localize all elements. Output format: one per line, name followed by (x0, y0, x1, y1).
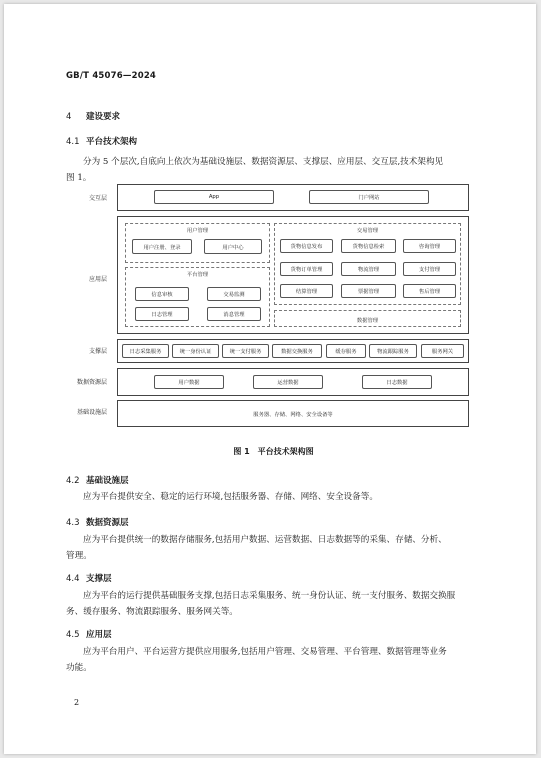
order-mgmt-box: 货物订单管理 (280, 262, 333, 276)
layer-label-data-resource: 数据资源层 (76, 379, 107, 386)
standard-code: GB/T 45076—2024 (66, 71, 157, 81)
trade-mgmt-title: 交易管理 (356, 228, 379, 234)
after-sales-box: 售后管理 (403, 284, 456, 298)
section-title: 基础设施层 (86, 476, 129, 486)
data-exchange-box: 数据交换服务 (272, 344, 322, 358)
paragraph-line: 应为平台提供统一的数据存储服务,包括用户数据、运营数据、日志数据等的采集、存储、分析、 (83, 535, 447, 545)
user-mgmt-title: 用户管理 (186, 228, 209, 234)
logistics-tracking-box: 物流跟踪服务 (369, 344, 417, 358)
goods-search-box: 货物信息检索 (341, 239, 396, 253)
unified-payment-box: 统一支付服务 (222, 344, 269, 358)
section-4-1-heading (66, 135, 137, 147)
paragraph-line: 应为平台用户、平台运营方提供应用服务,包括用户管理、交易管理、平台管理、数据管理等业务 (83, 647, 447, 657)
section-4-5-heading (66, 628, 112, 640)
logistics-mgmt-box: 物流管理 (341, 262, 396, 276)
section-title: 数据资源层 (86, 518, 129, 528)
section-title: 平台技术架构 (86, 137, 138, 147)
section-4-heading (66, 110, 120, 122)
paragraph-line: 务、缓存服务、物流跟踪服务、服务网关等。 (66, 606, 238, 617)
section-title: 建设要求 (86, 112, 121, 122)
platform-mgmt-title: 平台管理 (186, 272, 209, 278)
page-number: 2 (74, 698, 80, 707)
user-center-box: 用户中心 (204, 239, 262, 254)
user-register-box: 用户注册、登录 (132, 239, 192, 254)
layer-label-support: 支撑层 (88, 348, 107, 355)
log-collect-service-box: 日志采集服务 (122, 344, 169, 358)
message-mgmt-box: 消息管理 (207, 307, 261, 321)
paragraph-line: 应为平台的运行提供基础服务支撑,包括日志采集服务、统一身份认证、统一支付服务、数据交换服 (83, 591, 456, 601)
section-number: 4.3 (66, 518, 80, 528)
settlement-mgmt-box: 结算管理 (280, 284, 333, 298)
trade-monitor-box: 交易监测 (207, 287, 261, 301)
section-4-2-heading (66, 474, 129, 486)
section-number: 4 (66, 112, 72, 122)
document-page (4, 4, 536, 754)
goods-publish-box: 货物信息发布 (280, 239, 333, 253)
portal-box: 门户网站 (309, 190, 429, 204)
paragraph-line: 管理。 (66, 550, 92, 561)
section-title: 支撑层 (86, 574, 112, 584)
paragraph-line: 应为平台提供安全、稳定的运行环境,包括服务器、存储、网络、安全设备等。 (83, 492, 378, 502)
payment-mgmt-box: 支付管理 (403, 262, 456, 276)
paragraph-line: 功能。 (66, 662, 92, 673)
app-box: App (154, 190, 274, 204)
section-4-3-paragraph (66, 533, 481, 564)
layer-label-interaction: 交互层 (88, 195, 107, 202)
service-gateway-box: 服务网关 (421, 344, 464, 358)
section-4-2-paragraph (66, 490, 481, 506)
layer-label-infrastructure: 基础设施层 (76, 409, 107, 416)
paragraph-line: 分为 5 个层次,自底向上依次为基础设施层、数据资源层、支撑层、应用层、交互层,技术架构见 (83, 157, 444, 167)
figure-caption: 图 1 平台技术架构图 (233, 447, 314, 456)
data-mgmt-title: 数据管理 (356, 318, 379, 324)
infrastructure-text: 服务器、存储、网络、安全设备等 (253, 412, 333, 418)
paragraph-line: 图 1。 (66, 172, 92, 183)
log-data-box: 日志数据 (362, 375, 432, 389)
cache-service-box: 缓存服务 (326, 344, 366, 358)
section-title: 应用层 (86, 630, 112, 640)
section-4-4-heading (66, 572, 112, 584)
section-4-3-heading (66, 516, 129, 528)
log-mgmt-box: 日志管理 (135, 307, 189, 321)
section-4-5-paragraph (66, 645, 481, 676)
user-data-box: 用户数据 (154, 375, 224, 389)
section-number: 4.1 (66, 137, 80, 147)
operation-data-box: 运营数据 (253, 375, 323, 389)
info-review-box: 信息审核 (135, 287, 189, 301)
section-4-4-paragraph (66, 589, 481, 620)
consult-mgmt-box: 咨询管理 (403, 239, 456, 253)
section-number: 4.2 (66, 476, 80, 486)
section-number: 4.5 (66, 630, 80, 640)
invoice-mgmt-box: 票据管理 (341, 284, 396, 298)
unified-auth-box: 统一身份认证 (172, 344, 219, 358)
section-number: 4.4 (66, 574, 80, 584)
layer-label-application: 应用层 (88, 276, 107, 283)
section-4-1-paragraph (66, 155, 481, 186)
